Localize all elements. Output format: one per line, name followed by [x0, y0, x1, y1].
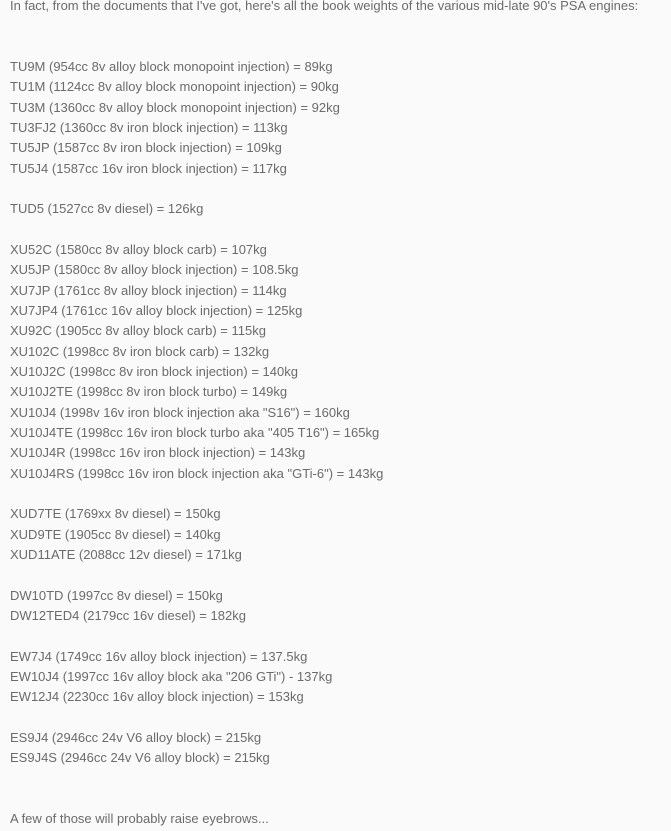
engine-weight-line: XU10J4RS (1998cc 16v iron block injection aka "GTi-6") = 143kg: [10, 465, 384, 481]
engine-weight-line: XU7JP4 (1761cc 16v alloy block injection) = 125kg: [10, 302, 303, 318]
engine-weight-line: ES9J4 (2946cc 24v V6 alloy block) = 215kg: [10, 729, 262, 745]
engine-weight-line: XU10J2TE (1998cc 8v iron block turbo) = 149kg: [10, 384, 288, 400]
engine-group: [10, 728, 661, 769]
engine-weight-line: TU5JP (1587cc 8v iron block injection) = 109kg: [10, 140, 282, 156]
engine-group: [10, 240, 661, 484]
engine-weight-line: XUD7TE (1769xx 8v diesel) = 150kg: [10, 506, 221, 522]
engine-weight-line: EW10J4 (1997cc 16v alloy block aka "206 GTi") - 137kg: [10, 668, 333, 684]
engine-weight-line: DW12TED4 (2179cc 16v diesel) = 182kg: [10, 607, 246, 623]
engine-weight-line: TUD5 (1527cc 8v diesel) = 126kg: [10, 201, 204, 217]
engine-weight-line: EW7J4 (1749cc 16v alloy block injection) = 137.5kg: [10, 648, 308, 664]
post-closing-text: A few of those will probably raise eyebrows...: [10, 811, 269, 827]
engine-weight-line: XU10J4TE (1998cc 16v iron block turbo aka "405 T16") = 165kg: [10, 424, 380, 440]
engine-weight-line: XU7JP (1761cc 8v alloy block injection) = 114kg: [10, 282, 287, 298]
post-intro-text: In fact, from the documents that I've got, here's all the book weights of the various mid-late 90's PSA engines:: [10, 0, 639, 13]
engine-weight-line: TU5J4 (1587cc 16v iron block injection) = 117kg: [10, 160, 287, 176]
engine-weight-line: TU3FJ2 (1360cc 8v iron block injection) = 113kg: [10, 119, 288, 135]
engine-weight-list: [10, 57, 661, 768]
engine-group: [10, 199, 661, 219]
engine-weight-line: EW12J4 (2230cc 16v alloy block injection) = 153kg: [10, 689, 304, 705]
engine-weight-line: XU10J4 (1998v 16v iron block injection aka "S16") = 160kg: [10, 404, 350, 420]
engine-weight-line: XU5JP (1580cc 8v alloy block injection) = 108.5kg: [10, 262, 299, 278]
engine-weight-line: XU10J2C (1998cc 8v iron block injection) = 140kg: [10, 363, 298, 379]
engine-weight-line: XUD11ATE (2088cc 12v diesel) = 171kg: [10, 546, 242, 562]
engine-group: [10, 586, 661, 627]
engine-weight-line: TU3M (1360cc 8v alloy block monopoint injection) = 92kg: [10, 99, 340, 115]
engine-weight-line: XU52C (1580cc 8v alloy block carb) = 107kg: [10, 241, 267, 257]
engine-weight-line: XU92C (1905cc 8v alloy block carb) = 115kg: [10, 323, 266, 339]
engine-weight-line: ES9J4S (2946cc 24v V6 alloy block) = 215kg: [10, 750, 270, 766]
engine-weight-line: DW10TD (1997cc 8v diesel) = 150kg: [10, 587, 223, 603]
engine-weight-line: XUD9TE (1905cc 8v diesel) = 140kg: [10, 526, 221, 542]
engine-weight-line: TU9M (954cc 8v alloy block monopoint injection) = 89kg: [10, 58, 333, 74]
engine-group: [10, 504, 661, 565]
engine-weight-line: XU102C (1998cc 8v iron block carb) = 132kg: [10, 343, 270, 359]
engine-weight-line: TU1M (1124cc 8v alloy block monopoint injection) = 90kg: [10, 79, 339, 95]
engine-weight-line: XU10J4R (1998cc 16v iron block injection) = 143kg: [10, 445, 306, 461]
engine-group: [10, 57, 661, 179]
engine-group: [10, 647, 661, 708]
